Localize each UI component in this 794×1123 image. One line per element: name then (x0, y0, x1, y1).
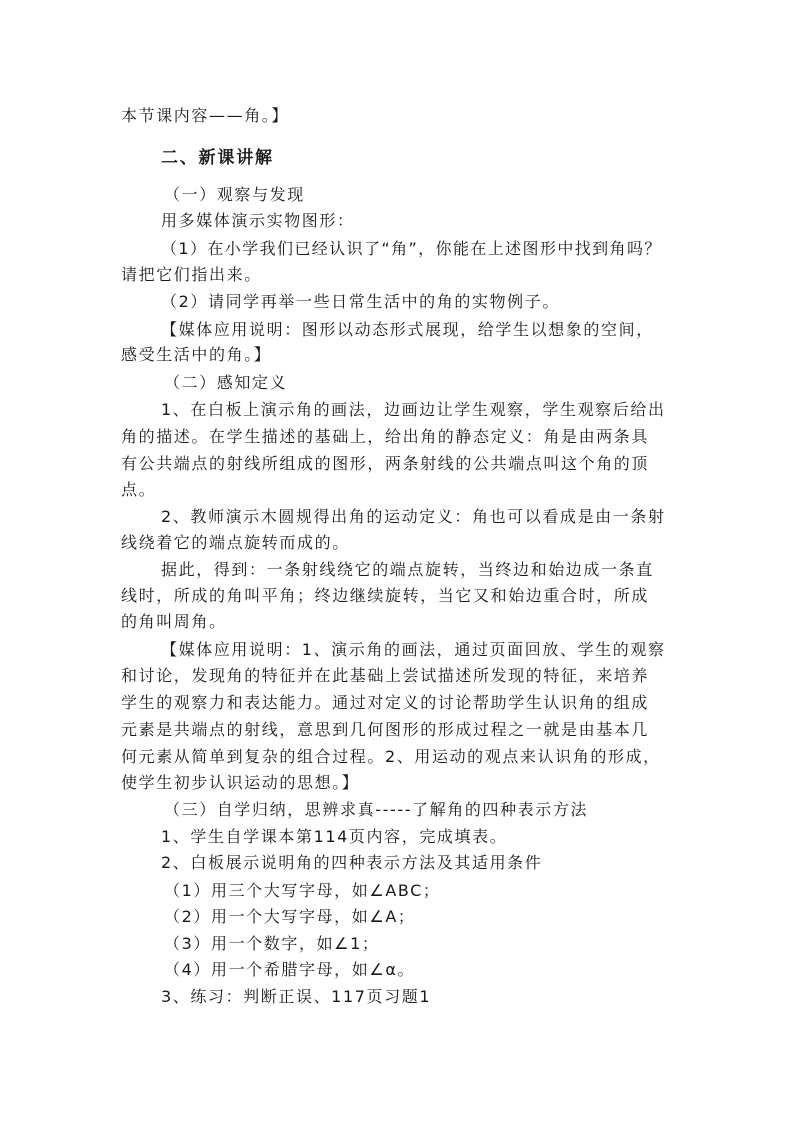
definition-paragraph-1-line-2: 角的描述。在学生描述的基础上，给出角的静态定义：角是由两条具 (121, 427, 650, 446)
media-note-1-line-1: 【媒体应用说明：图形以动态形式展现，给学生以想象的空间， (161, 320, 654, 339)
definition-paragraph-1-line-4: 点。 (121, 480, 157, 499)
section-heading-new-lesson: 二、新课讲解 (161, 148, 274, 168)
subsection-heading-observe: （一）观察与发现 (164, 185, 305, 204)
angle-method-1: （1）用三个大写字母，如∠ABC； (164, 881, 441, 900)
definition-paragraph-3-line-2: 线时，所成的角叫平角；终边继续旋转，当它又和始边重合时，所成 (121, 586, 650, 605)
practice-line: 3、练习：判断正误、117页习题1 (161, 987, 432, 1006)
media-note-2-line-2: 和讨论，发现角的特征并在此基础上尝试描述所发现的特征，来培养 (121, 666, 650, 685)
text-line-1: 本节课内容——角。】 (121, 106, 290, 125)
subsection-heading-self-study: （三）自学归纳，思辨求真-----了解角的四种表示方法 (164, 800, 589, 819)
subsection-heading-definition: （二）感知定义 (164, 373, 288, 392)
angle-method-4: （4）用一个希腊字母，如∠α。 (164, 960, 416, 979)
angle-method-3: （3）用一个数字，如∠1； (164, 934, 380, 953)
definition-paragraph-2-line-2: 线绕着它的端点旋转而成的。 (121, 533, 350, 552)
self-study-step-2: 2、白板展示说明角的四种表示方法及其适用条件 (161, 853, 543, 872)
definition-paragraph-3-line-3: 的角叫周角。 (121, 612, 227, 631)
definition-paragraph-1-line-3: 有公共端点的射线所组成的图形，两条射线的公共端点叫这个角的顶 (121, 454, 650, 473)
angle-method-2: （2）用一个大写字母，如∠A； (164, 907, 416, 926)
media-note-2-line-6: 使学生初步认识运动的思想。】 (121, 773, 360, 792)
question-1-line-2: 请把它们指出来。 (121, 265, 262, 284)
media-note-2-line-5: 何元素从简单到复杂的组合过程。2、用运动的观点来认识角的形成， (121, 747, 661, 766)
question-1-line-1: （1）在小学我们已经认识了“角”，你能在上述图形中找到角吗？ (161, 239, 662, 258)
definition-paragraph-1-line-1: 1、在白板上演示角的画法，边画边让学生观察，学生观察后给出 (161, 400, 666, 419)
media-note-2-line-3: 学生的观察力和表达能力。通过对定义的讨论帮助学生认识角的组成 (121, 693, 650, 712)
text-line-4: 用多媒体演示实物图形： (161, 211, 355, 230)
definition-paragraph-2-line-1: 2、教师演示木圆规得出角的运动定义：角也可以看成是由一条射 (161, 507, 666, 526)
self-study-step-1: 1、学生自学课本第114页内容，完成填表。 (161, 827, 508, 846)
media-note-1-line-2: 感受生活中的角。】 (121, 345, 272, 364)
media-note-2-line-4: 元素是共端点的射线，意思到几何图形的形成过程之一就是由基本几 (121, 720, 650, 739)
media-note-2-line-1: 【媒体应用说明：1、演示角的画法，通过页面回放、学生的观察 (161, 640, 666, 659)
definition-paragraph-3-line-1: 据此，得到：一条射线绕它的端点旋转，当终边和始边成一条直 (161, 560, 654, 579)
question-2: （2）请同学再举一些日常生活中的角的实物例子。 (161, 292, 560, 311)
